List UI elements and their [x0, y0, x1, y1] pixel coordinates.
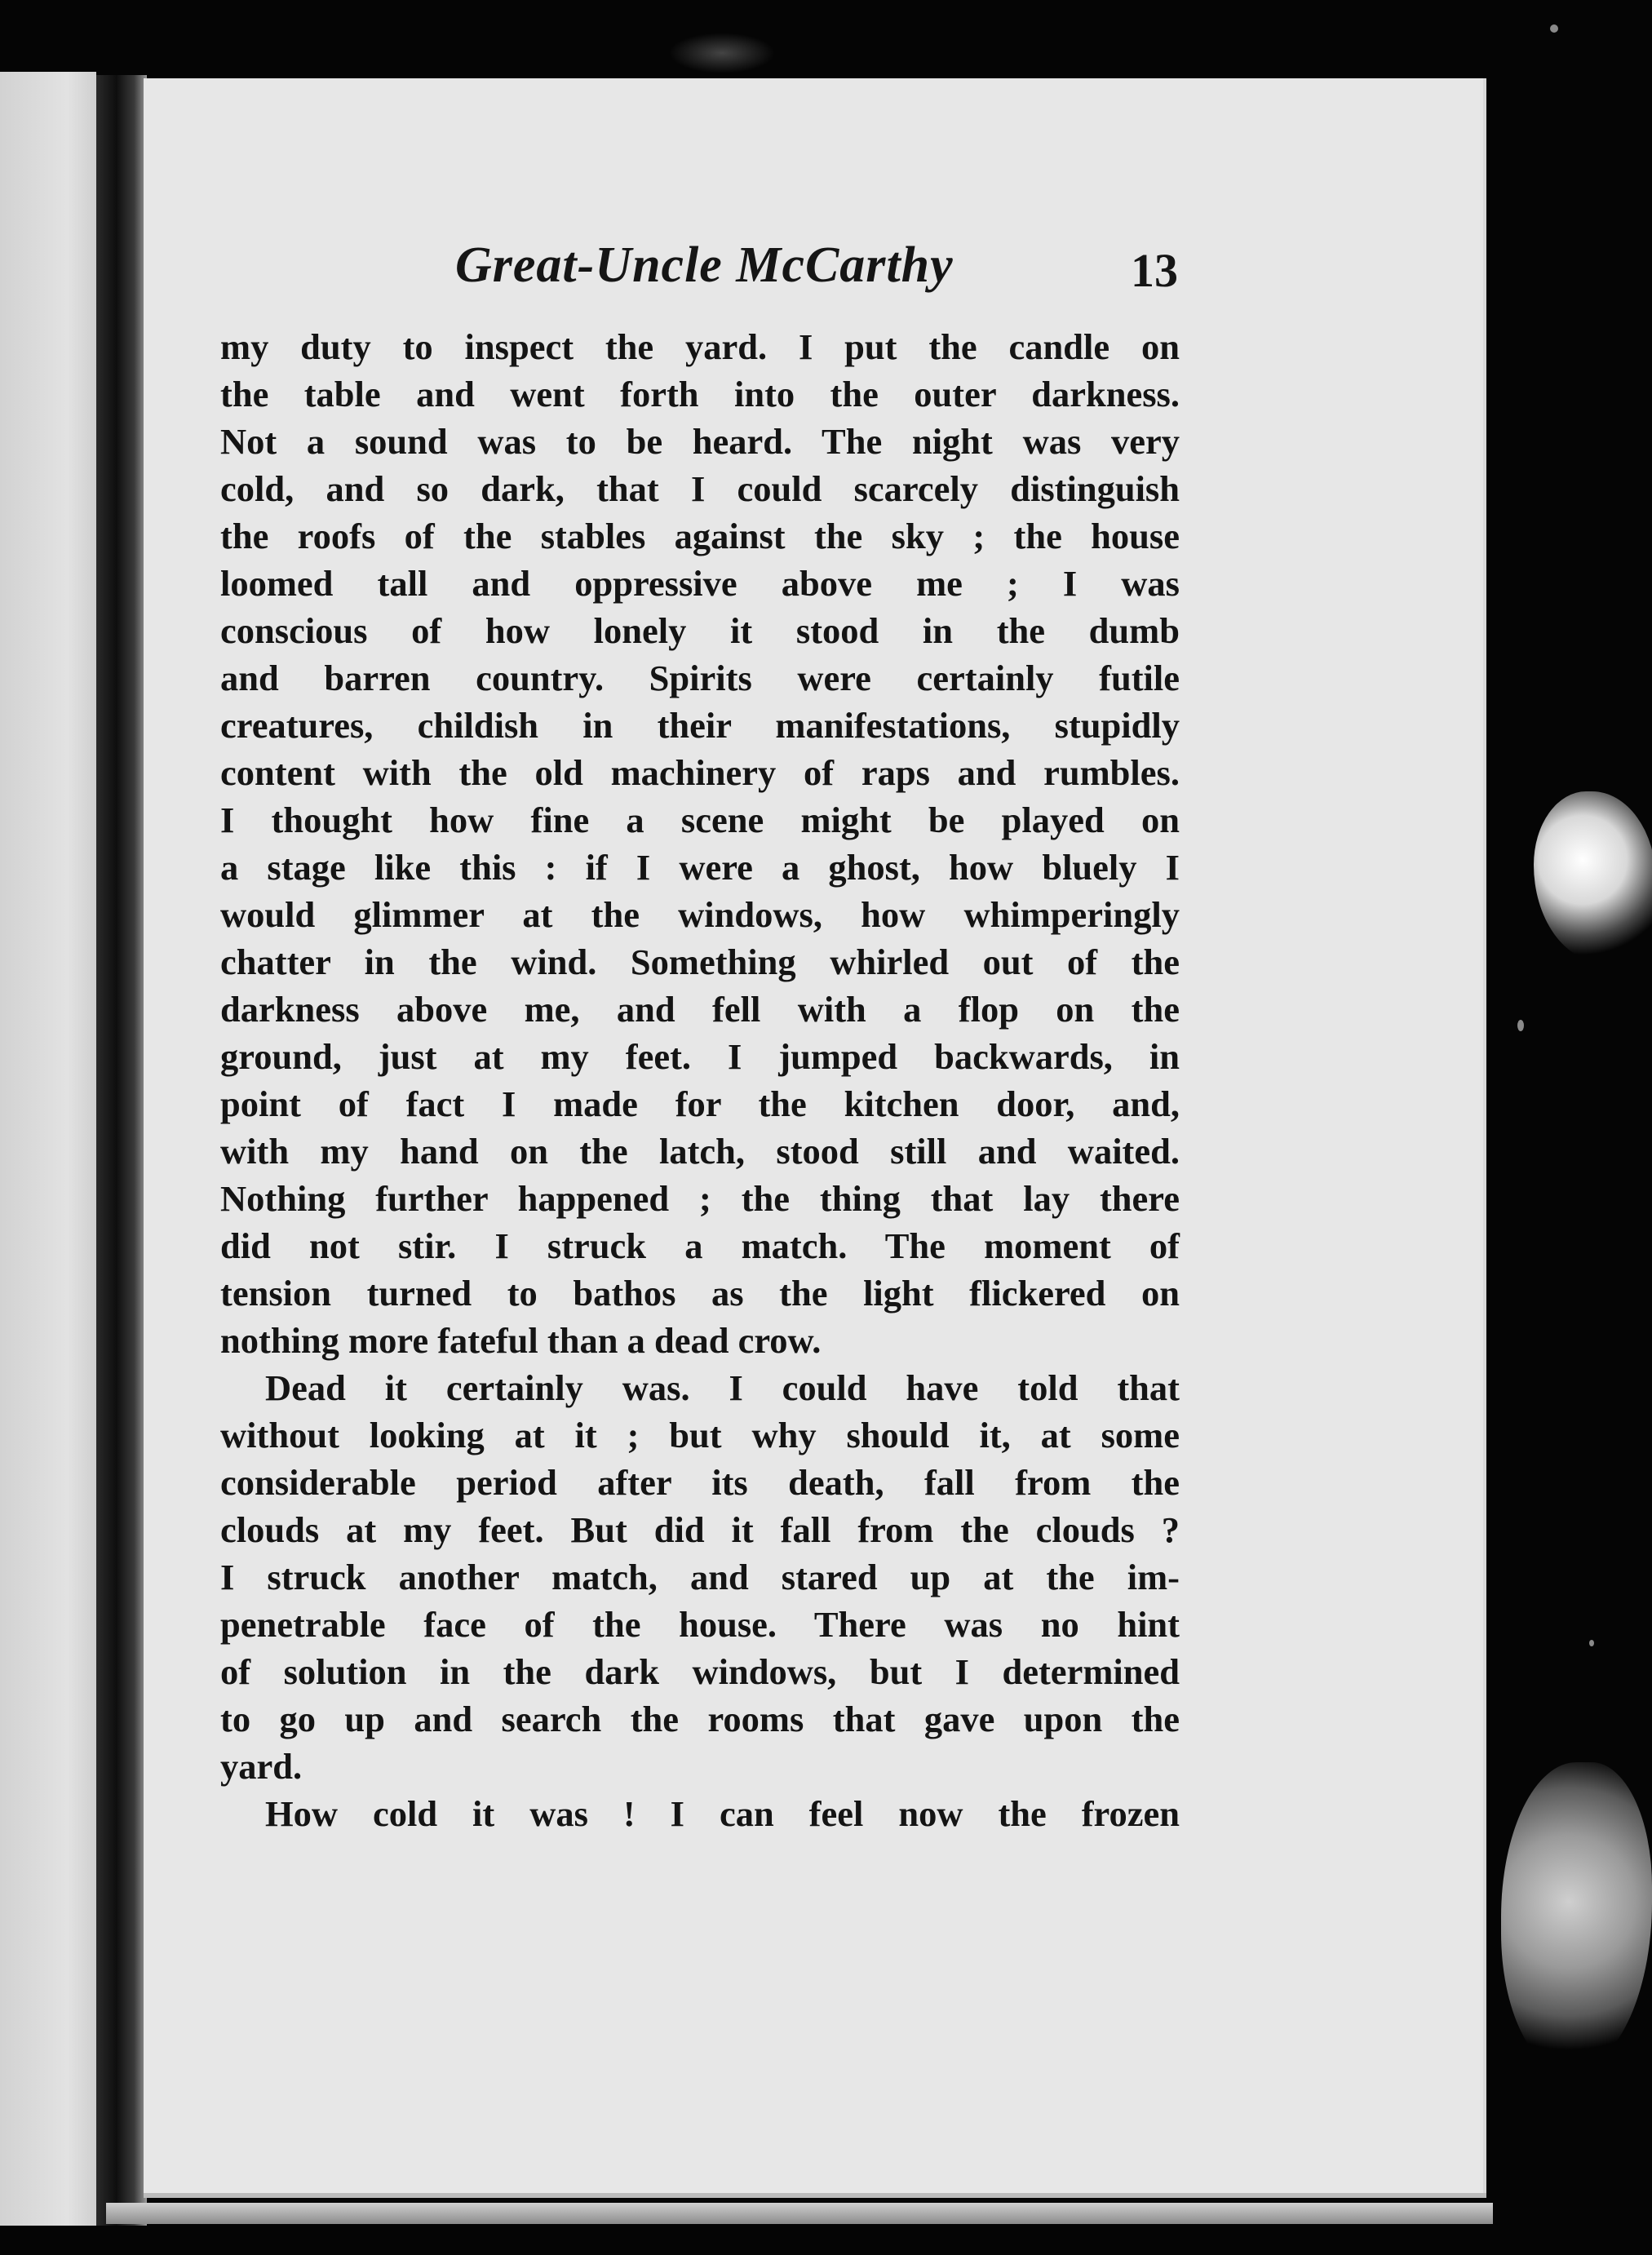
text-line: creatures, childish in their manifestations, stupidly: [220, 705, 1180, 746]
scan-debris: [1534, 791, 1652, 963]
text-line: penetrable face of the house. There was no hint: [220, 1604, 1180, 1645]
scan-debris: [1501, 1762, 1652, 2072]
text-line: yard.: [220, 1746, 303, 1787]
text-line: loomed tall and oppressive above me ; I was: [220, 563, 1180, 604]
text-line: Nothing further happened ; the thing that lay there: [220, 1178, 1180, 1219]
text-line: my duty to inspect the yard. I put the candle on: [220, 326, 1180, 367]
text-line: and barren country. Spirits were certainly futile: [220, 658, 1180, 698]
text-line: ground, just at my feet. I jumped backwards, in: [220, 1036, 1180, 1077]
text-line: I thought how fine a scene might be played on: [220, 800, 1180, 840]
text-line: would glimmer at the windows, how whimperingly: [220, 894, 1180, 935]
text-line: nothing more fateful than a dead crow.: [220, 1320, 822, 1361]
text-line: a stage like this : if I were a ghost, how bluely I: [220, 847, 1180, 888]
adjacent-page-edge: [0, 72, 96, 2226]
running-head-title: Great-Uncle McCarthy: [455, 237, 954, 293]
scan-speck: [1550, 24, 1558, 33]
page-number: 13: [1131, 244, 1178, 297]
text-line: Not a sound was to be heard. The night was very: [220, 421, 1180, 462]
text-line: clouds at my feet. But did it fall from the clouds ?: [220, 1509, 1180, 1550]
text-line: considerable period after its death, fall from the: [220, 1462, 1180, 1503]
scan-artifact: [669, 33, 775, 73]
paragraph-1: [220, 323, 1180, 1364]
text-line: How cold it was ! I can feel now the frozen: [265, 1793, 1180, 1834]
text-line: the table and went forth into the outer darkness.: [220, 374, 1180, 414]
text-line: did not stir. I struck a match. The moment of: [220, 1225, 1180, 1266]
text-line: of solution in the dark windows, but I determined: [220, 1651, 1180, 1692]
text-line: content with the old machinery of raps and rumbles.: [220, 752, 1180, 793]
text-line: tension turned to bathos as the light flickered on: [220, 1273, 1180, 1314]
text-line: conscious of how lonely it stood in the dumb: [220, 610, 1180, 651]
text-line: to go up and search the rooms that gave upon the: [220, 1699, 1180, 1739]
text-line: darkness above me, and fell with a flop on the: [220, 989, 1180, 1030]
text-line: cold, and so dark, that I could scarcely distinguish: [220, 468, 1180, 509]
page-bottom-edge: [106, 2203, 1493, 2224]
text-line: point of fact I made for the kitchen door, and,: [220, 1083, 1180, 1124]
paragraph-3: [220, 1790, 1180, 1837]
scan-speck: [1517, 1020, 1524, 1031]
text-line: with my hand on the latch, stood still and waited.: [220, 1131, 1180, 1172]
text-line: chatter in the wind. Something whirled out of the: [220, 941, 1180, 982]
text-line: the roofs of the stables against the sky ; the house: [220, 516, 1180, 556]
scan-speck: [1589, 1640, 1594, 1646]
book-binding-gutter: [96, 75, 147, 2226]
text-line: Dead it certainly was. I could have told that: [265, 1367, 1180, 1408]
body-text: [220, 323, 1180, 1837]
text-line: without looking at it ; but why should it, at some: [220, 1415, 1180, 1455]
text-line: I struck another match, and stared up at the im-: [220, 1557, 1180, 1597]
paragraph-2: [220, 1364, 1180, 1790]
